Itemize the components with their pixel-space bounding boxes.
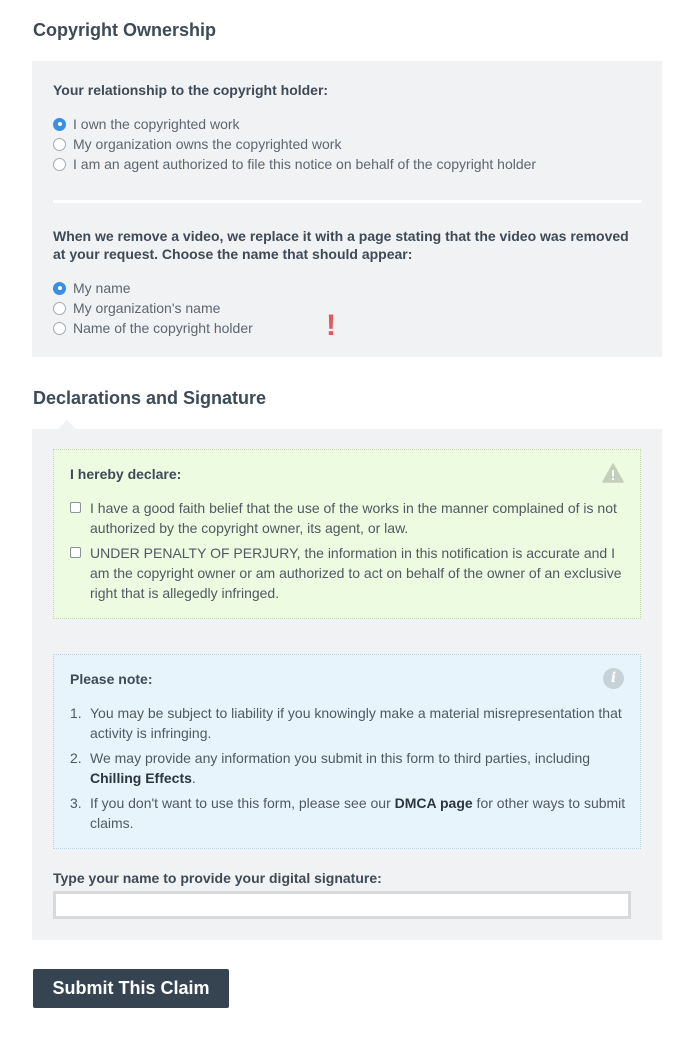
display-name-option-holder[interactable] (53, 319, 253, 337)
radio-button[interactable] (53, 158, 66, 171)
radio-button[interactable] (53, 138, 66, 151)
declarations-title: Declarations and Signature (33, 388, 267, 408)
option-label: My name (73, 280, 131, 296)
please-note-title: Please note: (70, 671, 153, 687)
note-text-after: for other ways to submit claims. (90, 795, 626, 831)
relationship-label: Your relationship to the copyright holder: (53, 82, 329, 98)
copyright-ownership-title: Copyright Ownership (33, 20, 217, 40)
declaration-perjury[interactable] (70, 543, 626, 603)
submit-claim-button[interactable]: Submit This Claim (33, 969, 229, 1008)
note-text-before: We may provide any information you submit in this form to third parties, including (90, 750, 591, 766)
display-name-option-organization[interactable] (53, 299, 220, 317)
note-text: You may be subject to liability if you knowingly make a material misrepresentation that activity is infringing. (90, 705, 622, 741)
radio-button[interactable] (53, 322, 66, 335)
relationship-option-organization[interactable] (53, 135, 341, 153)
ownership-panel (32, 61, 662, 357)
chilling-effects-link[interactable]: Chilling Effects (90, 770, 192, 786)
note-item-2 (70, 748, 626, 788)
relationship-option-agent[interactable] (53, 155, 536, 173)
signature-input[interactable] (53, 891, 631, 919)
radio-button[interactable] (53, 302, 66, 315)
perjury-checkbox[interactable] (70, 547, 81, 558)
perjury-text: UNDER PENALTY OF PERJURY, the information in this notification is accurate and I am the copyright owner or am authorized to act on behalf of the owner of an exclusive right that is allegedly infringed. (90, 545, 622, 601)
radio-button-selected[interactable] (53, 282, 66, 295)
good-faith-checkbox[interactable] (70, 502, 81, 513)
note-text-after: . (191, 770, 196, 786)
display-name-option-my-name[interactable] (53, 279, 131, 297)
declare-title: I hereby declare: (70, 466, 182, 482)
radio-button-selected[interactable] (53, 118, 66, 131)
option-label: I am an agent authorized to file this notice on behalf of the copyright holder (73, 156, 537, 172)
dmca-page-link[interactable]: DMCA page (394, 795, 473, 811)
warning-icon (602, 463, 624, 483)
option-label: I own the copyrighted work (73, 116, 240, 132)
note-item-3 (70, 793, 626, 833)
info-icon: i (603, 668, 624, 689)
relationship-option-own[interactable] (53, 115, 240, 133)
option-label: My organization's name (73, 300, 221, 316)
declare-box (53, 449, 641, 619)
annotation-exclamation-mark: ! (326, 309, 336, 342)
note-text (90, 793, 626, 833)
section-divider (53, 200, 642, 203)
signature-label: Type your name to provide your digital signature: (53, 870, 382, 886)
note-item-1 (70, 703, 626, 743)
panel-notch (58, 420, 76, 429)
note-number: 3. (70, 795, 82, 811)
note-text-before: If you don't want to use this form, please see our (90, 795, 395, 811)
note-text (90, 748, 626, 788)
option-label: My organization owns the copyrighted work (73, 136, 342, 152)
option-label: Name of the copyright holder (73, 320, 253, 336)
declaration-good-faith[interactable] (70, 498, 626, 538)
note-number: 2. (70, 750, 82, 766)
please-note-box (53, 654, 641, 849)
display-name-label: When we remove a video, we replace it with a page stating that the video was removed at your request. Choose the name that should appear: (53, 228, 629, 262)
good-faith-text: I have a good faith belief that the use of the works in the manner complained of is not authorized by the copyright owner, its agent, or law. (90, 500, 617, 536)
declarations-panel (32, 429, 662, 940)
note-number: 1. (70, 705, 82, 721)
